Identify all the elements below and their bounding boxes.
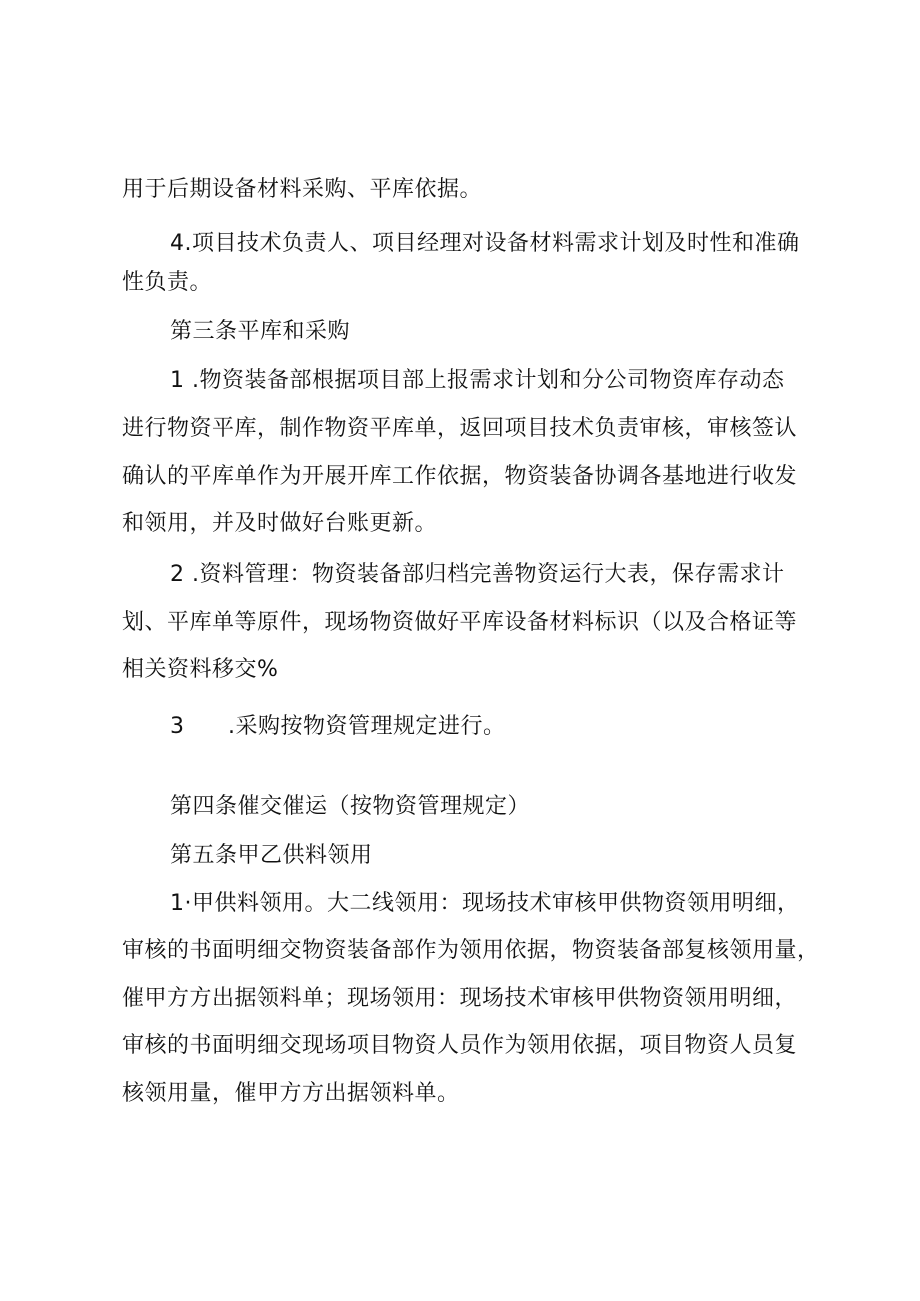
paragraph-line: 审核的书面明细交现场项目物资人员作为领用依据，项目物资人员复 (122, 1033, 798, 1058)
paragraph-line: 性负责。 (122, 270, 213, 295)
paragraph-line: 2 .资料管理：物资装备部归档完善物资运行大表，保存需求计 (170, 562, 785, 587)
paragraph-line: 相关资料移交% (122, 657, 279, 682)
paragraph-line: 划、平库单等原件，现场物资做好平库设备材料标识（以及合格证等 (122, 610, 798, 635)
item-text: .采购按物资管理规定进行。 (228, 714, 506, 739)
paragraph-line: 和领用，并及时做好台账更新。 (122, 511, 438, 536)
paragraph-line: 核领用量，催甲方方出据领料单。 (122, 1081, 460, 1106)
section-heading: 第五条甲乙供料领用 (170, 843, 373, 868)
paragraph-line (170, 712, 506, 742)
paragraph-line: 1·甲供料领用。大二线领用：现场技术审核甲供物资领用明细， (170, 891, 800, 916)
paragraph-line: 用于后期设备材料采购、平库依据。 (122, 177, 483, 202)
paragraph-line: 催甲方方出据领料单；现场领用：现场技术审核甲供物资领用明细， (122, 986, 798, 1011)
paragraph-line: 进行物资平库，制作物资平库单，返回项目技术负责审核，审核签认 (122, 416, 798, 441)
paragraph-line: 审核的书面明细交物资装备部作为领用依据，物资装备部复核领用量， (122, 938, 820, 963)
paragraph-line: 4.项目技术负责人、项目经理对设备材料需求计划及时性和准确 (170, 231, 800, 256)
section-heading: 第三条平库和采购 (170, 319, 351, 344)
paragraph-line: 确认的平库单作为开展开库工作依据，物资装备协调各基地进行收发 (122, 464, 798, 489)
paragraph-line: 1 .物资装备部根据项目部上报需求计划和分公司物资库存动态 (170, 368, 785, 393)
section-heading: 第四条催交催运（按物资管理规定） (170, 794, 531, 819)
item-number: 3 (170, 714, 185, 739)
